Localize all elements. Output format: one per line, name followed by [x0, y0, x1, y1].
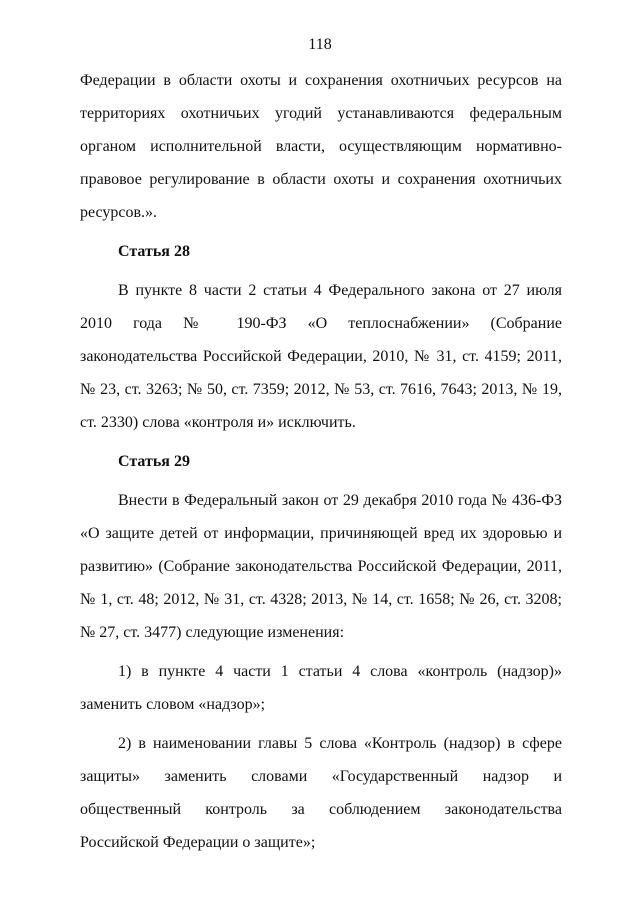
page-number: 118	[308, 36, 332, 53]
paragraph-continuation: Федерации в области охоты и сохранения охотничьих ресурсов на территориях охотничьих угодий устанавливаются федеральным органом исполнительной власти, осуществляющим нормативно-правовое регулирование в области охоты и сохранения охотничьих ресурсов.».	[80, 72, 562, 221]
article-28-heading: Статья 28	[118, 243, 190, 260]
article-29-intro-paragraph: Внести в Федеральный закон от 29 декабря 2010 года № 436-ФЗ «О защите детей от информации, причиняющей вред их здоровью и развитию» (Собрание законодательства Российской Федерации, 2011, № 1, ст. 48; 2012, № 31, ст. 4328; 2013, № 14, ст. 1658; № 26, ст. 3208; № 27, ст. 3477) следующие изменения:	[80, 492, 562, 641]
article-29-item-1: 1) в пункте 4 части 1 статьи 4 слова «контроль (надзор)» заменить словом «надзор»;	[80, 663, 562, 713]
article-28-paragraph: В пункте 8 части 2 статьи 4 Федерального закона от 27 июля 2010 года № 190-ФЗ «О теплоснабжении» (Собрание законодательства Российской Федерации, 2010, № 31, ст. 4159; 2011, № 23, ст. 3263; № 50, ст. 7359; 2012, № 53, ст. 7616, 7643; 2013, № 19, ст. 2330) слова «контроля и» исключить.	[80, 282, 562, 431]
document-body	[80, 64, 562, 859]
article-29-item-2: 2) в наименовании главы 5 слова «Контроль (надзор) в сфере защиты» заменить словами «Государственный надзор и общественный контроль за соблюдением законодательства Российской Федерации о защите»;	[80, 735, 562, 851]
article-29-heading: Статья 29	[118, 453, 190, 470]
